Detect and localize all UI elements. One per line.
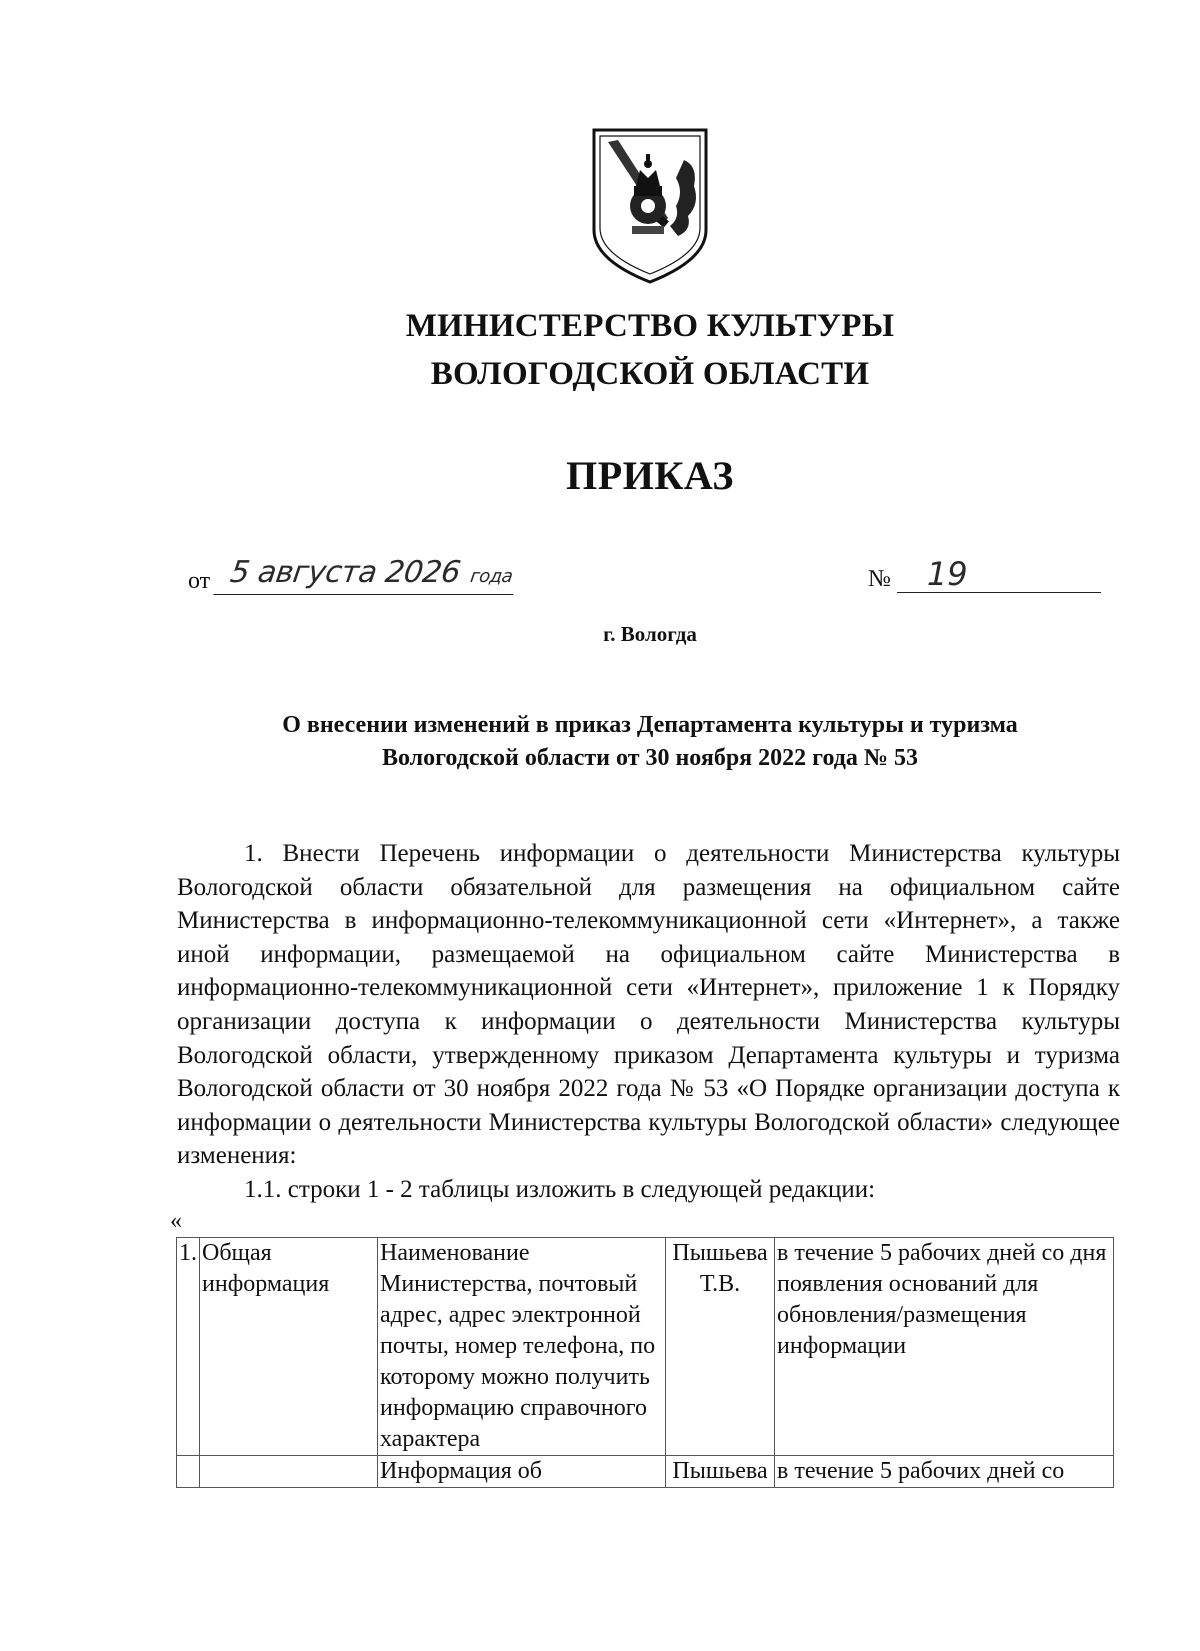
information-name-cell: Наименование Министерства, почтовый адрес, адрес электронной почты, номер телефона, по которому можно получить информацию справочного характера	[378, 1238, 666, 1456]
date-prefix: от	[188, 568, 211, 594]
subject-line-2: Вологодской области от 30 ноября 2022 года № 53	[381, 745, 919, 771]
row-number-cell	[177, 1456, 200, 1488]
opening-quote-mark: «	[170, 1208, 182, 1234]
ministry-name	[0, 302, 1200, 398]
handwritten-number: 19	[897, 556, 1101, 593]
number-prefix: №	[868, 566, 891, 592]
document-type-title: ПРИКАЗ	[566, 453, 734, 498]
body-paragraph-1: 1. Внести Перечень информации о деятельности Министерства культуры Вологодской области обязательной для размещения на официальном сайте Министерства в информационно-телекоммуникационной сети «Интернет», а также иной информации, размещаемой на официальном сайте Министерства в информационно-телекоммуникационной сети «Интернет», приложение 1 к Порядку организации доступа к информации о деятельности Министерства культуры Вологодской области, утвержденному приказом Департамента культуры и туризма Вологодской области от 30 ноября 2022 года № 53 «О Порядке организации доступа к информации о деятельности Министерства культуры Вологодской области» следующее изменения:	[177, 840, 1120, 1170]
responsible-cell: Пышьева Т.В.	[666, 1238, 775, 1456]
row-number-cell: 1.	[177, 1238, 200, 1456]
table-row	[177, 1238, 1114, 1456]
order-body	[177, 837, 1120, 1207]
subject-line-1: О внесении изменений в приказ Департамента культуры и туризма	[282, 712, 1018, 738]
handwritten-date-suffix: года	[469, 566, 514, 587]
date-field	[213, 556, 518, 595]
responsible-cell: Пышьева	[666, 1456, 775, 1488]
section-cell: Общая информация	[200, 1238, 378, 1456]
ministry-line-1: МИНИСТЕРСТВО КУЛЬТУРЫ	[405, 308, 895, 344]
city-label: г. Вологда	[603, 622, 697, 646]
deadline-cell: в течение 5 рабочих дней со дня появления оснований для обновления/размещения информации	[775, 1238, 1114, 1456]
coat-of-arms-icon	[588, 126, 712, 286]
number-line	[868, 556, 1101, 593]
section-cell	[200, 1456, 378, 1488]
date-line	[188, 556, 516, 595]
order-subject	[0, 709, 1200, 775]
information-name-cell: Информация об	[378, 1456, 666, 1488]
handwritten-date: 5 августа 2026	[228, 555, 463, 590]
body-paragraph-2: 1.1. строки 1 - 2 таблицы изложить в следующей редакции:	[244, 1175, 876, 1203]
table-row	[177, 1456, 1114, 1488]
deadline-cell: в течение 5 рабочих дней со	[775, 1456, 1114, 1488]
amendment-table	[176, 1237, 1114, 1488]
ministry-line-2: ВОЛОГОДСКОЙ ОБЛАСТИ	[430, 356, 870, 392]
